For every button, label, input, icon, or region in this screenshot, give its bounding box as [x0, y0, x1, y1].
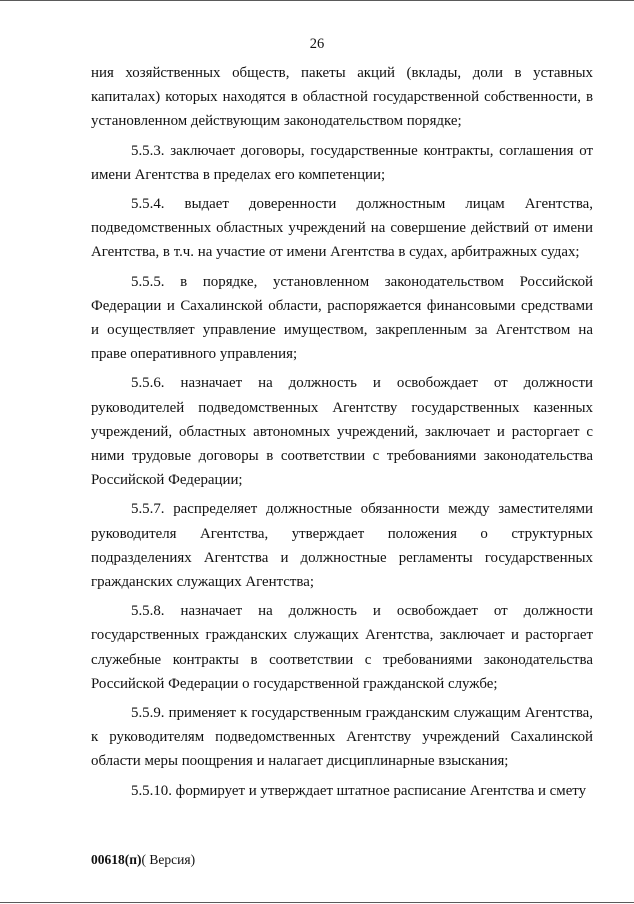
document-version: ( Версия) — [141, 852, 196, 867]
scan-edge-bottom — [0, 902, 634, 903]
paragraph-5-5-10: 5.5.10. формирует и утверждает штатное расписание Агентства и смету — [131, 782, 587, 799]
footer-document-code — [91, 851, 195, 869]
paragraph-5-5-4: 5.5.4. выдает доверенности должностным лицам Агентства, подведомственных областных учреждений на совершение действий от имени Агентства, в т.ч. на участие от имени Агентства в судах, арбитражных судах; — [91, 196, 593, 261]
scan-edge-top — [0, 0, 634, 1]
paragraph-5-5-3: 5.5.3. заключает договоры, государственные контракты, соглашения от имени Агентства в пределах его компетенции; — [91, 142, 593, 183]
paragraph-5-5-5: 5.5.5. в порядке, установленном законодательством Российской Федерации и Сахалинской области, распоряжается финансовыми средствами и осуществляет управление имуществом, закрепленным за Агентством на праве оперативного управления; — [91, 273, 593, 363]
paragraph-5-5-8: 5.5.8. назначает на должность и освобождает от должности государственных гражданских служащих Агентства, заключает и расторгает служебные контракты в соответствии с требованиями законодательства Российской Федерации о государственной гражданской службе; — [91, 603, 593, 692]
document-body — [91, 61, 593, 803]
paragraph-5-5-9: 5.5.9. применяет к государственным гражданским служащим Агентства, к руководителям подведомственных Агентству учреждений Сахалинской области меры поощрения и налагает дисциплинарные взыскания; — [91, 705, 593, 770]
document-code: 00618(п) — [91, 852, 142, 867]
paragraph-5-5-7: 5.5.7. распределяет должностные обязанности между заместителями руководителя Агентства, утверждает положения о структурных подразделениях Агентства и должностные регламенты государственных гражданских служащих Агентства; — [91, 501, 593, 591]
paragraph-5-5-6: 5.5.6. назначает на должность и освобождает от должности руководителей подведомственных Агентству государственных казенных учреждений, областных автономных учреждений, заключает и расторгает с ними трудовые договоры в соответствии с требованиями законодательства Российской Федерации; — [91, 375, 593, 489]
page-number: 26 — [309, 36, 325, 52]
paragraph-continuation: ния хозяйственных обществ, пакеты акций (вклады, доли в уставных капиталах) которых находятся в областной государственной собственности, в установленном действующим законодательством порядке; — [91, 65, 593, 130]
